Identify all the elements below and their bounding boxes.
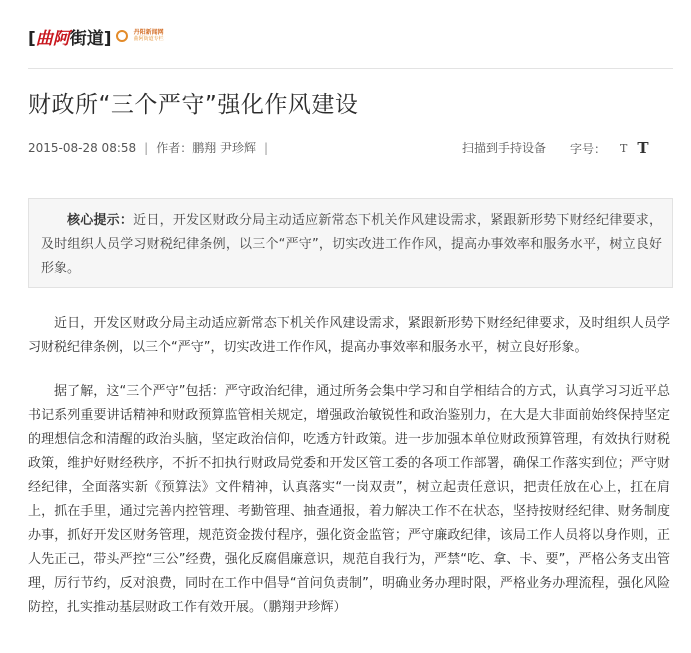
body-paragraph-1: 近日，开发区财政分局主动适应新常态下机关作风建设需求，紧跟新形势下财经纪律要求，及时组织人员学习财税纪律条例，以三个“严守”，切实改进工作作风，提高办事效率和服务水平，树立良好形象。	[28, 316, 670, 355]
font-size-label: 字号：	[570, 141, 607, 156]
site-logo[interactable]	[28, 22, 164, 50]
meta-separator: |	[264, 140, 269, 155]
author-label: 作者：	[156, 141, 193, 155]
font-size-control	[570, 139, 649, 157]
logo-emblem-icon	[116, 30, 128, 42]
body-paragraph-2: 据了解，这“三个严守”包括：严守政治纪律，通过所务会集中学习和自学相结合的方式，认真学习习近平总书记系列重要讲话精神和财政预算监管相关规定，增强政治敏锐性和政治鉴别力，在大是大非面前始终保持坚定的理想信念和清醒的政治头脑，坚定政治信仰，吃透方针政策。进一步加强本单位财政预算管理，有效执行财税政策，维护好财经秩序，不折不扣执行财政局党委和开发区管工委的各项工作部署，确保工作落实到位；严守财经纪律，全面落实新《预算法》文件精神，认真落实“一岗双责”，树立起责任意识，把责任放在心上，扛在肩上，抓在手里，通过完善内控管理、考勤管理、抽查通报，着力解决工作不在状态，坚持按财经纪律、财务制度办事，抓好开发区财务管理，规范资金拨付程序，强化资金监管；严守廉政纪律，该局工作人员将以身作则，正人先正己，带头严控“三公”经费，强化反腐倡廉意识，规范自我行为，严禁“吃、拿、卡、要”，严格公务支出管理，厉行节约，反对浪费，同时在工作中倡导“首问负责制”，明确业务办理时限，严格业务办理流程，强化风险防控，扎实推动基层财政工作有效开展。（鹏翔尹珍辉）	[28, 384, 670, 615]
scan-to-device-link[interactable]: 扫描到手持设备	[462, 141, 547, 155]
summary-label: 核心提示：	[67, 213, 134, 228]
logo-subtitle: 丹阳新闻网 曲阿街道专栏	[133, 29, 164, 42]
logo-wordmark: [曲阿街道]	[28, 28, 112, 49]
article-title: 财政所“三个严守”强化作风建设	[28, 92, 359, 118]
font-large-button[interactable]: T	[637, 139, 649, 157]
publish-datetime: 2015-08-28 08:58	[28, 140, 137, 155]
meta-separator: |	[144, 140, 149, 155]
summary-text: 近日，开发区财政分局主动适应新常态下机关作风建设需求，紧跟新形势下财经纪律要求，及时组织人员学习财税纪律条例，以三个“严守”，切实改进工作作风，提高办事效率和服务水平，树立良好形象。	[41, 213, 662, 276]
header-divider	[28, 68, 673, 69]
summary-box	[28, 198, 673, 288]
author-names: 鹏翔 尹珍辉	[192, 141, 257, 155]
font-small-button[interactable]: T	[620, 141, 628, 155]
article-body	[28, 312, 670, 640]
article-meta	[28, 139, 276, 156]
